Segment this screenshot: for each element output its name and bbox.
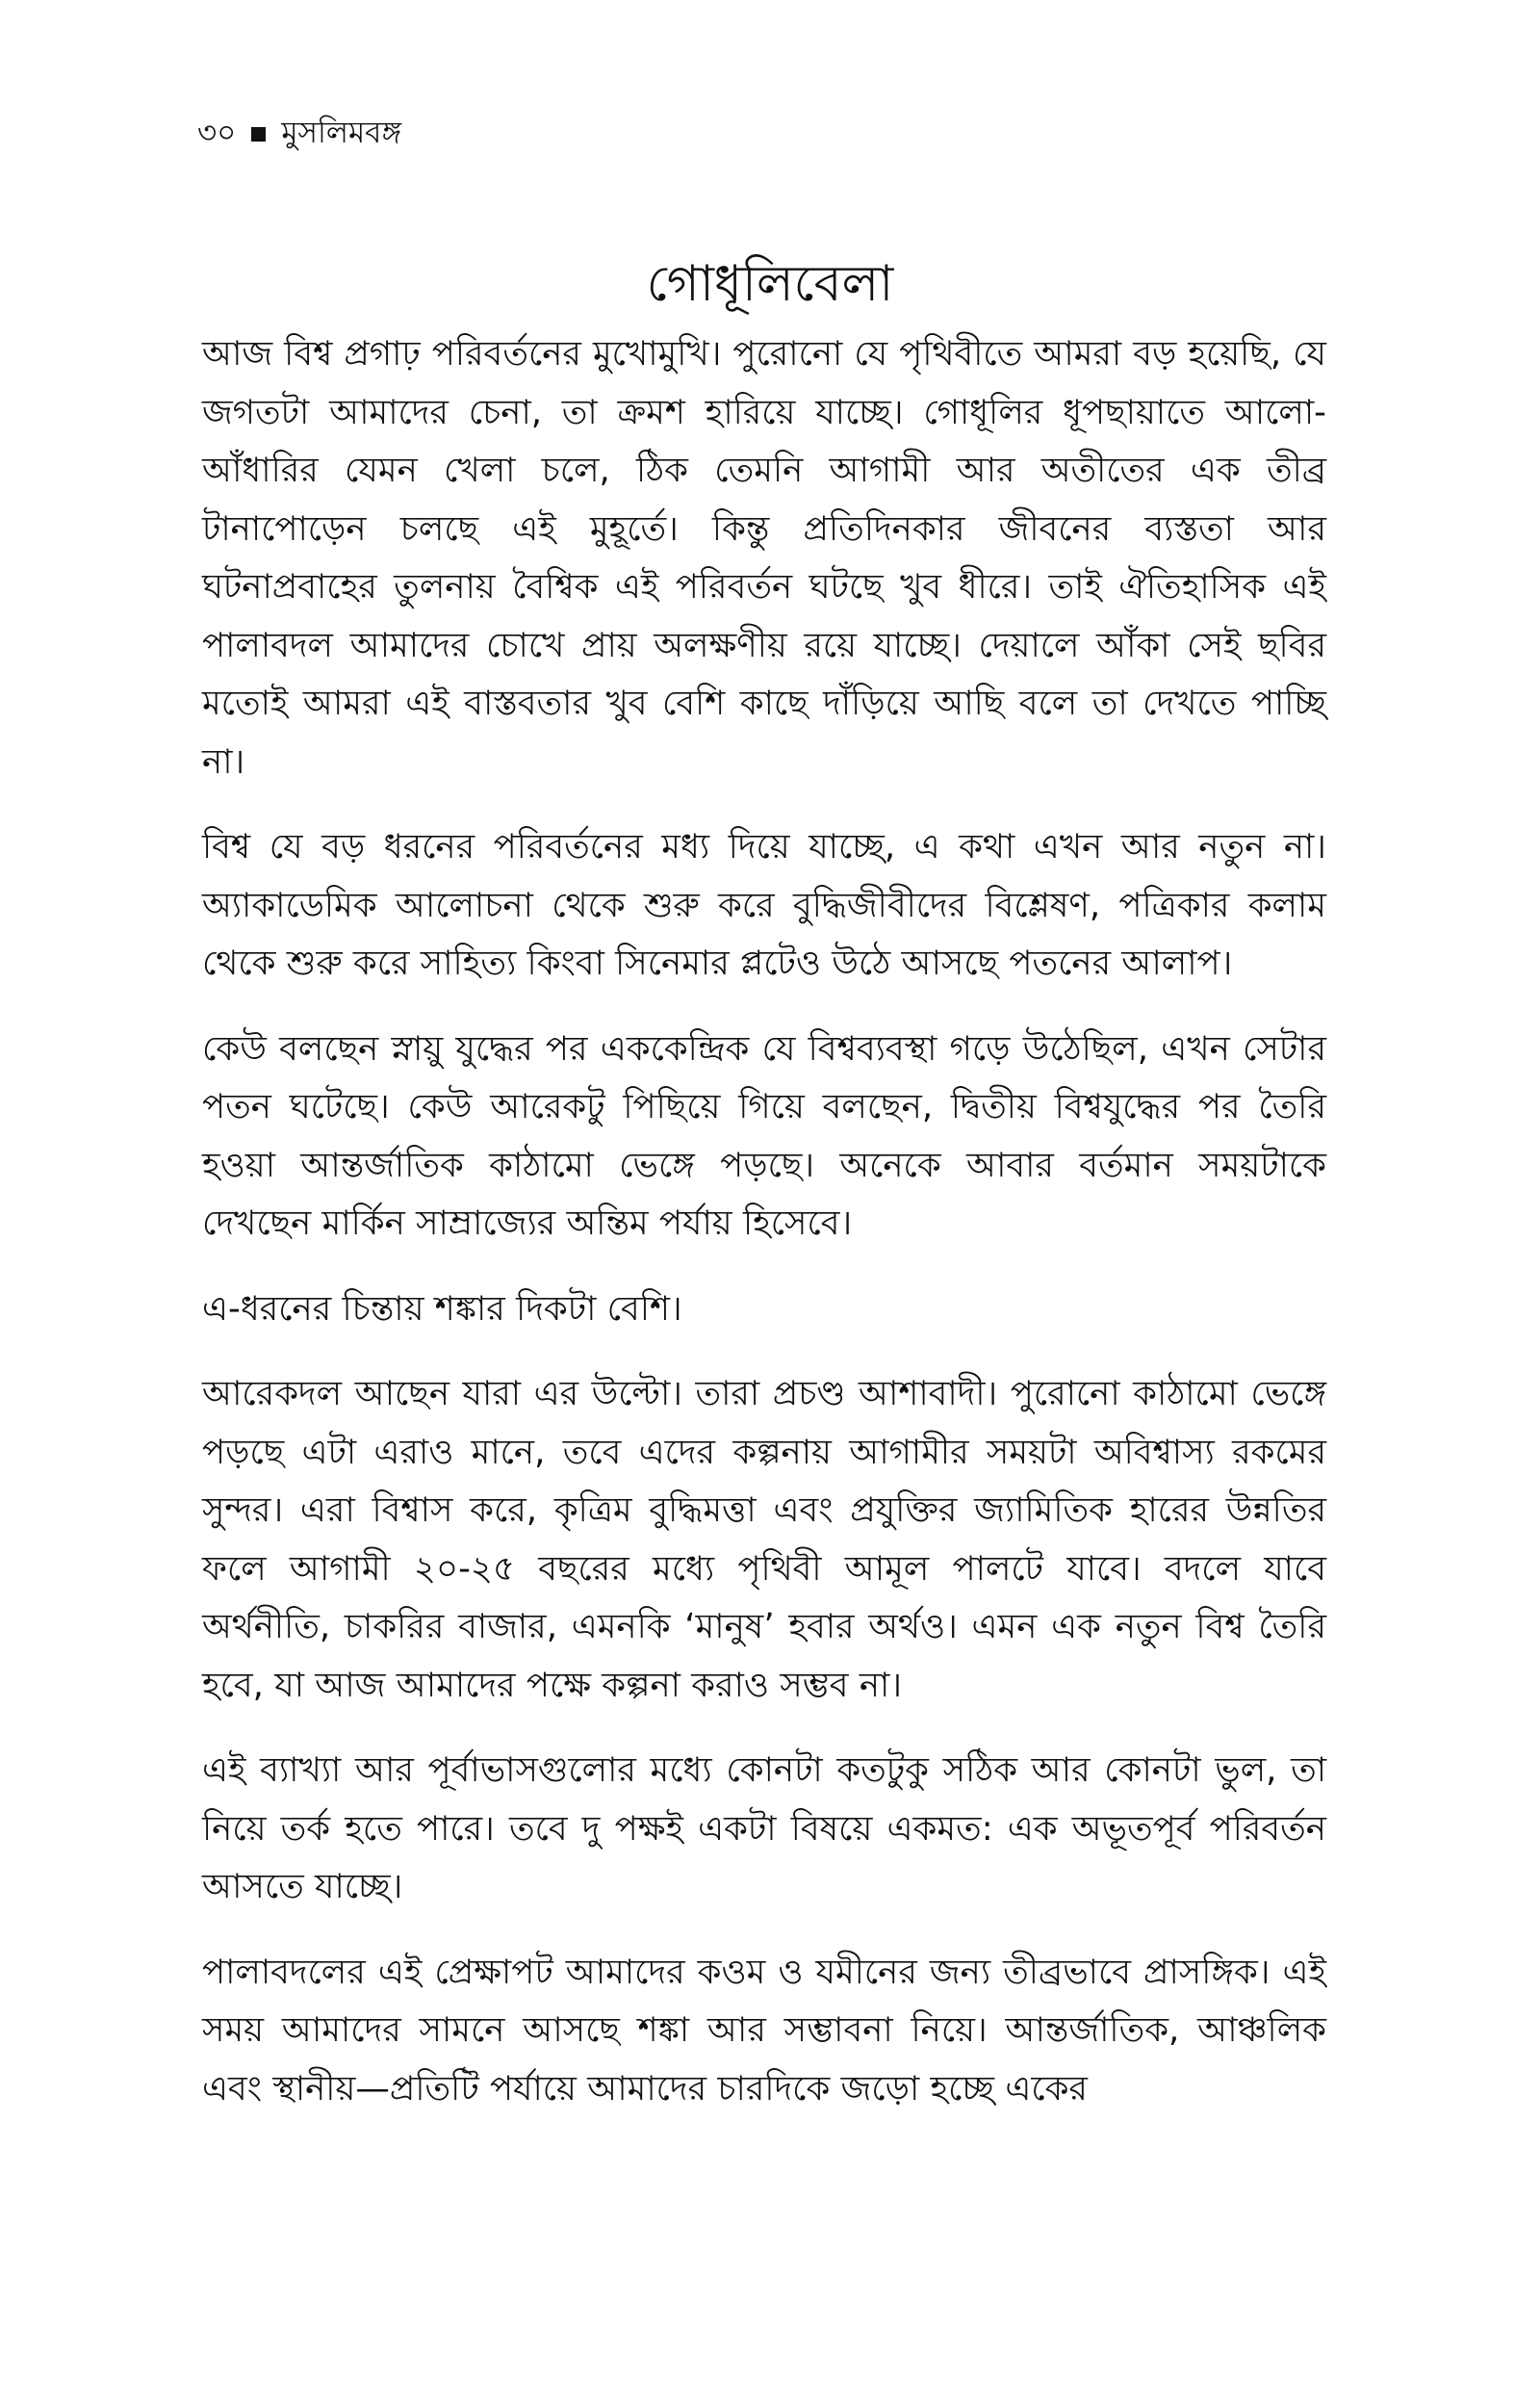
paragraph-7: পালাবদলের এই প্রেক্ষাপট আমাদের কওম ও যমীনের জন্য তীব্রভাবে প্রাসঙ্গিক। এই সময় আমাদের সামনে আসছে শঙ্কা আর সম্ভাবনা নিয়ে। আন্তর্জাতিক, আঞ্চলিক এবং স্থানীয়—প্রতিটি পর্যায়ে আমাদের চারদিকে জড়ো হচ্ছে একের bbox=[202, 1952, 1326, 2109]
paragraph-6: এই ব্যাখ্যা আর পূর্বাভাসগুলোর মধ্যে কোনটা কতটুকু সঠিক আর কোনটা ভুল, তা নিয়ে তর্ক হতে পারে। তবে দু পক্ষই একটা বিষয়ে একমত: এক অভূতপূর্ব পরিবর্তন আসতে যাচ্ছে। bbox=[202, 1750, 1326, 1906]
paragraph-5: আরেকদল আছেন যারা এর উল্টো। তারা প্রচণ্ড আশাবাদী। পুরোনো কাঠামো ভেঙ্গে পড়ছে এটা এরাও মানে, তবে এদের কল্পনায় আগামীর সময়টা অবিশ্বাস্য রকমের সুন্দর। এরা বিশ্বাস করে, কৃত্রিম বুদ্ধিমত্তা এবং প্রযুক্তির জ্যামিতিক হারের উন্নতির ফলে আগামী ২০-২৫ বছরের মধ্যে পৃথিবী আমূল পালটে যাবে। বদলে যাবে অর্থনীতি, চাকরির বাজার, এমনকি ‘মানুষ’ হবার অর্থও। এমন এক নতুন বিশ্ব তৈরি হবে, যা আজ আমাদের পক্ষে কল্পনা করাও সম্ভব না। bbox=[202, 1374, 1326, 1705]
paragraph-1: আজ বিশ্ব প্রগাঢ় পরিবর্তনের মুখোমুখি। পুরোনো যে পৃথিবীতে আমরা বড় হয়েছি, যে জগতটা আমাদের চেনা, তা ক্রমশ হারিয়ে যাচ্ছে। গোধূলির ধূপছায়াতে আলো-আঁধারির যেমন খেলা চলে, ঠিক তেমনি আগামী আর অতীতের এক তীব্র টানাপোড়েন চলছে এই মুহূর্তে। কিন্তু প্রতিদিনকার জীবনের ব্যস্ততা আর ঘটনাপ্রবাহের তুলনায় বৈশ্বিক এই পরিবর্তন ঘটছে খুব ধীরে। তাই ঐতিহাসিক এই পালাবদল আমাদের চোখে প্রায় অলক্ষণীয় রয়ে যাচ্ছে। দেয়ালে আঁকা সেই ছবির মতোই আমরা এই বাস্তবতার খুব বেশি কাছে দাঁড়িয়ে আছি বলে তা দেখতে পাচ্ছি না। bbox=[202, 334, 1326, 782]
chapter-title: গোধূলিবেলা bbox=[646, 254, 894, 313]
paragraph-3: কেউ বলছেন স্নায়ু যুদ্ধের পর এককেন্দ্রিক যে বিশ্বব্যবস্থা গড়ে উঠেছিল, এখন সেটার পতন ঘটেছে। কেউ আরেকটু পিছিয়ে গিয়ে বলছেন, দ্বিতীয় বিশ্বযুদ্ধের পর তৈরি হওয়া আন্তর্জাতিক কাঠামো ভেঙ্গে পড়ছে। অনেকে আবার বর্তমান সময়টাকে দেখছেন মার্কিন সাম্রাজ্যের অন্তিম পর্যায় হিসেবে। bbox=[202, 1028, 1326, 1243]
book-title: মুসলিমবঙ্গ bbox=[281, 116, 401, 150]
paragraph-2: বিশ্ব যে বড় ধরনের পরিবর্তনের মধ্য দিয়ে যাচ্ছে, এ কথা এখন আর নতুন না। অ্যাকাডেমিক আলোচনা থেকে শুরু করে বুদ্ধিজীবীদের বিশ্লেষণ, পত্রিকার কলাম থেকে শুরু করে সাহিত্য কিংবা সিনেমার প্লটেও উঠে আসছে পতনের আলাপ। bbox=[202, 827, 1326, 983]
page-number: ৩০ bbox=[197, 116, 237, 150]
square-bullet-icon bbox=[251, 127, 266, 142]
chapter-body bbox=[202, 325, 1326, 2118]
running-header bbox=[197, 114, 401, 152]
paragraph-4: এ-ধরনের চিন্তায় শঙ্কার দিকটা বেশি। bbox=[202, 1288, 682, 1329]
